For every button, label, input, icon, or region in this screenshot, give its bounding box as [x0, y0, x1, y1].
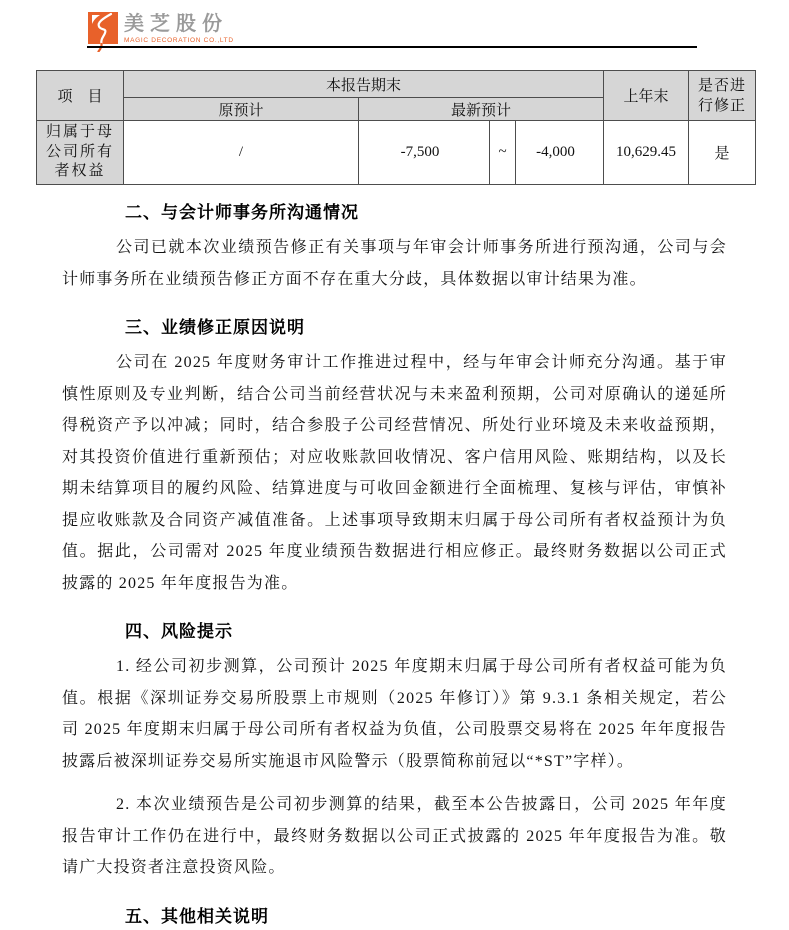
row-revised-flag: 是 — [689, 121, 756, 185]
header-divider — [87, 46, 697, 48]
row-item-label: 归属于母公司所有者权益 — [37, 121, 124, 185]
col-header-item: 项 目 — [37, 71, 124, 121]
company-name-en: MAGIC DECORATION CO.,LTD — [124, 37, 234, 44]
col-header-prev-year-end: 上年末 — [604, 71, 689, 121]
section-heading-other-notes: 五、其他相关说明 — [125, 906, 269, 926]
row-latest-estimate-high: -4,000 — [516, 121, 604, 185]
col-header-original-estimate: 原预计 — [124, 98, 359, 121]
col-header-latest-estimate: 最新预计 — [359, 98, 604, 121]
announcement-body — [62, 180, 727, 930]
section-paragraph: 公司已就本次业绩预告修正有关事项与年审会计师事务所进行预沟通，公司与会计师事务所在业绩预告修正方面不存在重大分歧，具体数据以审计结果为准。 — [62, 239, 727, 288]
section-paragraph: 2. 本次业绩预告是公司初步测算的结果，截至本公告披露日，公司 2025 年年度报告审计工作仍在进行中，最终财务数据以公司正式披露的 2025 年年度报告为准。敬请广大投资者注意投资风险。 — [62, 796, 727, 876]
section-heading-communication: 二、与会计师事务所沟通情况 — [125, 203, 359, 222]
forecast-revision-table — [36, 70, 756, 185]
section-paragraph: 1. 经公司初步测算，公司预计 2025 年度期末归属于母公司所有者权益可能为负值。根据《深圳证券交易所股票上市规则（2025 年修订）》第 9.3.1 条相关规定，若公司 2025 年度期末归属于母公司所有者权益为负值，公司股票交易将在 2025 年年度报告披露后被深圳证券交易所实施退市风险警示（股票简称前冠以“*ST”字样）。 — [62, 658, 727, 770]
section-paragraph: 公司在 2025 年度财务审计工作推进过程中，经与年审会计师充分沟通。基于审慎性原则及专业判断，结合公司当前经营状况与未来盈利预期，公司对原确认的递延所得税资产予以冲减；同时，结合参股子公司经营情况、所处行业环境及未来收益预期，对其投资价值进行重新预估；对应收账款回收情况、客户信用风险、账期结构，以及长期未结算项目的履约风险、结算进度与可收回金额进行全面梳理、复核与评估，审慎补提应收账款及合同资产减值准备。上述事项导致期末归属于母公司所有者权益预计为负值。据此，公司需对 2025 年度业绩预告数据进行相应修正。最终财务数据以公司正式披露的 2025 年年度报告为准。 — [62, 354, 727, 592]
company-logo-text — [124, 12, 234, 44]
section-heading-revision-reason: 三、业绩修正原因说明 — [125, 318, 305, 337]
table-row — [37, 121, 756, 185]
row-original-estimate: / — [124, 121, 359, 185]
company-name-cn: 美芝股份 — [124, 13, 228, 35]
row-range-separator: ~ — [490, 121, 516, 185]
row-prev-year-end-value: 10,629.45 — [604, 121, 689, 185]
row-latest-estimate-low: -7,500 — [359, 121, 490, 185]
section-heading-risk-notice: 四、风险提示 — [125, 622, 233, 641]
col-header-revised: 是否进行修正 — [689, 71, 756, 121]
col-header-period-end: 本报告期末 — [124, 71, 604, 98]
